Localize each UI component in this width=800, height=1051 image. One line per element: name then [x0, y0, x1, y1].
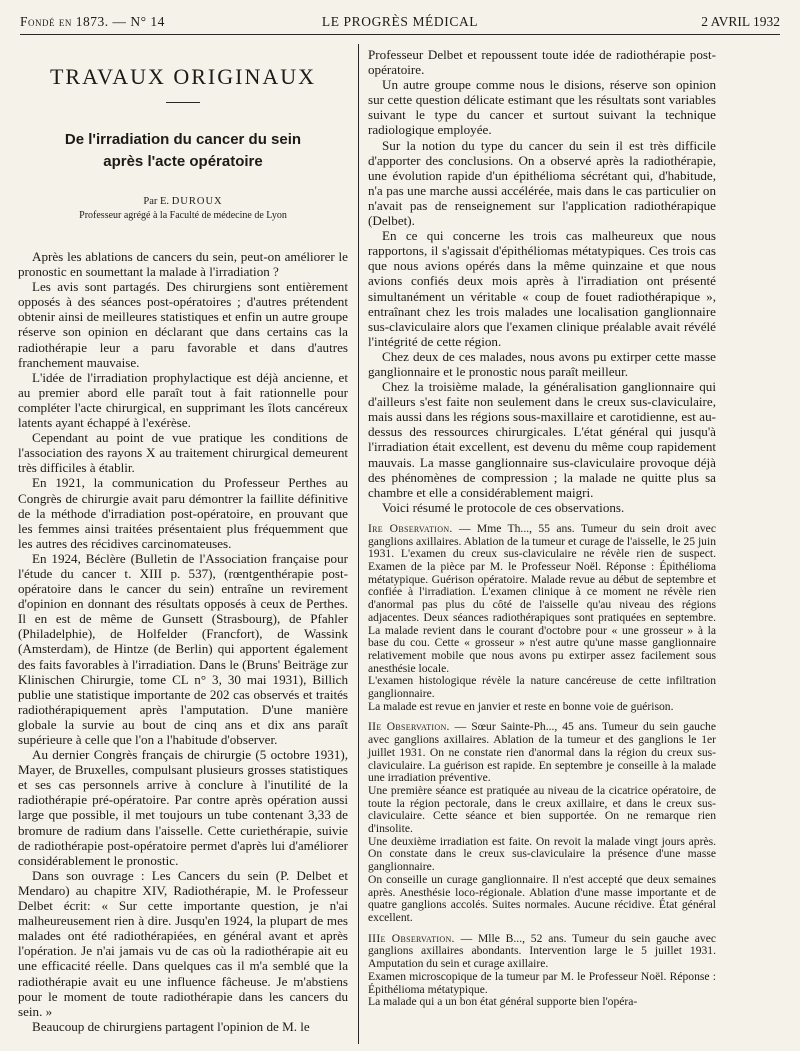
journal-name: LE PROGRÈS MÉDICAL — [321, 14, 479, 29]
paragraph: Dans son ouvrage : Les Cancers du sein (P. Delbet et Mendaro) au chapitre XIV, Radiothérapie, M. le Professeur Delbet écrit: « Sur cette importante question, je n'ai malheureusement rien à dire. Jusqu'en 1924, la plupart de mes malades ont été radiothérapiées, en général avant et après l'opération. Je n'ai jamais vu de cas où la radiothérapie ait eu une efficacité réelle. Dans quelques cas il m'a semblé que la radiothérapie avait eu une influence fâcheuse. Je m'abstiens pour le moment de toute radiothérapie dans les cancers du sein. » — [18, 867, 348, 1019]
observation-text: Une deuxième irradiation est faite. On revoit la malade vingt jours après. On constate dans le creux sus-claviculaire la présence d'une masse ganglionnaire. — [368, 834, 716, 874]
paragraph: Voici résumé le protocole de ces observations. — [382, 499, 625, 515]
byline — [18, 195, 348, 209]
running-header — [20, 12, 780, 35]
founding-issue-label: Fondé en 1873. — N° 14 — [20, 14, 165, 29]
article-title-line-1: De l'irradiation du cancer du sein — [64, 131, 302, 148]
observation-text: La malade est revue en janvier et reste en bonne voie de guérison. — [368, 699, 674, 713]
observation-text: La malade qui a un bon état général supporte bien l'opéra- — [368, 995, 638, 1009]
paragraph: En ce qui concerne les trois cas malheureux que nous rapportons, il s'agissait d'épithéliomas métatypiques. Ces trois cas que nous avions opérés dans la même quinzaine et que nous avions confiés deux mois après à l'irradiation ont présenté simultanément un véritable « coup de fouet radiothérapique », entraînant chez les trois malades une localisation ganglionnaire sus-claviculaire alors que l'examen clinique préalable avait révélé l'intégrité de cette région. — [368, 228, 716, 349]
paragraph: Chez la troisième malade, la généralisation ganglionnaire qui d'ailleurs s'est faite non seulement dans le creux sus-claviculaire, mais aussi dans les régions sous-maxillaire et carotidienne, est au-dessus des ressources chirurgicales. L'état général qui jusqu'à l'irradiation était excellent, est devenu du même coup rapidement mauvais. La masse ganglionnaire sus-claviculaire provoque déjà des phénomènes de compression ; la malade ne quitte plus sa chambre et elle a considérablement maigri. — [368, 379, 716, 500]
paragraph: En 1924, Béclère (Bulletin de l'Association française pour l'étude du cancer t. XIII p. 537), (rœntgenthérapie post-opératoire dans le cancer du sein) entraîne un revirement d'opinion en donnant des résultats opposés à ceux de Perthes. Il en est de même de Gunsett (Strasbourg), de Pfahler (Philadelphie), de Holfelder (Francfort), de Wassink (Amsterdam), de Hintze (de Berlin) qui apportent également des faits favorables à l'irradiation. Dans le (Bruns' Beiträge zur Klinischen Chirurgie, tome CL n° 3, 30 mai 1931), Billich publie une statistique importante de 202 cas observés et traités radiothérapiquement après l'amputation. D'une manière globale la survie au bout de cinq ans et dix ans paraît supérieure à celle que l'on a l'habitude d'observer. — [18, 550, 348, 747]
title-rule — [166, 102, 200, 103]
observation-text: — Sœur Sainte-Ph..., 45 ans. Tumeur du sein gauche avec ganglions axillaires. Ablation de la tumeur et des ganglions le 1er juillet 1931. On ne constate rien d'anormal dans la région du creux sus-claviculaire. La guérison est rapide. En septembre je conseille à la malade une irradiation préventive. — [368, 720, 716, 785]
issue-date: 2 AVRIL 1932 — [701, 14, 780, 29]
article-title — [18, 129, 348, 173]
paragraph: Professeur Delbet et repoussent toute idée de radiothérapie post-opératoire. — [368, 47, 716, 78]
paragraph: Beaucoup de chirurgiens partagent l'opinion de M. le — [32, 1018, 310, 1034]
paragraph: En 1921, la communication du Professeur Perthes au Congrès de chirurgie avait paru démontrer la faillite définitive de la méthode d'irradiation post-opératoire, en prouvant que les femmes ainsi traitées présentaient plus fréquemment que les autres des récidives carcinomateuses. — [18, 475, 348, 551]
observation-label: IIe Observation. — [368, 720, 450, 734]
observation-text: Examen microscopique de la tumeur par M. le Professeur Noël. Réponse : Épithélioma métatypique. — [368, 969, 716, 996]
paragraph: Cependant au point de vue pratique les conditions de l'association des rayons X au traitement chirurgical demeurent très difficiles à établir. — [18, 430, 348, 476]
paragraph: Sur la notion du type du cancer du sein il est très difficile d'apporter des conclusions. On a observé après la radiothérapie, une évolution rapide d'un épithélioma sécrétant qui, d'habitude, n'a pas une marche aussi accélérée, mais dans le cas particulier on n'avait pas de renseignement sur l'application radiothérapique (Delbet). — [368, 137, 716, 229]
paragraph: L'idée de l'irradiation prophylactique est déjà ancienne, et au premier abord elle paraît tout à fait rationnelle pour compléter l'acte chirurgical, en supprimant les îlots cancéreux latents ayant échappé à l'exérèse. — [18, 369, 348, 431]
right-column — [368, 47, 716, 1009]
paragraph: Au dernier Congrès français de chirurgie (5 octobre 1931), Mayer, de Bruxelles, compulsant plusieurs grosses statistiques et ses cas personnels arrive à conclure à l'inutilité de la radiothérapie pré-opératoire. Par contre après opération aussi large que possible, il met toujours un tube contenant 3,33 de bromure de radium dans l'aisselle. Cette curiethérapie, suivie de radiothérapie post-opératoire permet d'après lui d'améliorer considérablement le pronostic. — [18, 747, 348, 868]
observation-label: IIIe Observation. — [368, 931, 455, 945]
observation-text: — Mme Th..., 55 ans. Tumeur du sein droit avec ganglions axillaires. Ablation de la tumeur et curage de l'aisselle, le 25 juin 1931. L'examen du creux sus-claviculaire ne révèle rien de suspect. Examen de la pièce par M. le Professeur Noël. Réponse : Épithélioma métatypique. Guérison opératoire. Malade revue au début de septembre et confiée à l'irradiation. L'examen clinique à ce moment ne révèle rien d'anormal pas plus du côté de l'aisselle qu'au niveau des régions adjacentes. Deux séances radiothérapiques sont pratiquées en septembre. La malade revient dans le courant d'octobre pour « une grosseur » à la base du cou. Cette « grosseur » n'est autre qu'une masse ganglionnaire relativement mobile que nous avons pu extirper assez facilement sous anesthésie locale. — [368, 521, 716, 675]
observation-1 — [368, 523, 716, 714]
observation-text: L'examen histologique révèle la nature cancéreuse de cette infiltration ganglionnaire. — [368, 674, 716, 701]
observation-text: On conseille un curage ganglionnaire. Il n'est accepté que deux semaines après. Anesthésie loco-régionale. Ablation d'une masse importante et de quatre ganglions accolés. Suites normales. Aucune récidive. État général excellent. — [368, 872, 716, 924]
article-title-line-2: après l'acte opératoire — [103, 153, 263, 170]
author-affiliation: Professeur agrégé à la Faculté de médecine de Lyon — [79, 210, 287, 221]
byline-prefix: Par E. — [143, 196, 170, 207]
left-column — [18, 44, 348, 1034]
author-name: DUROUX — [171, 196, 223, 207]
column-divider — [358, 44, 359, 1044]
paragraph: Un autre groupe comme nous le disions, réserve son opinion sur cette question délicate estimant que les résultats sont variables suivant le type du cancer et surtout suivant la technique radiologique employée. — [368, 77, 716, 138]
paragraph: Les avis sont partagés. Des chirurgiens sont entièrement opposés à des séances post-opératoires ; d'autres prétendent obtenir ainsi de meilleures statistiques et enfin un autre groupe réserve son opinion en déclarant que dans certains cas la radiothérapie leur a paru favorable et dans d'autres franchement mauvaise. — [18, 279, 348, 370]
observation-label: Ire Observation. — [368, 521, 453, 535]
section-title: TRAVAUX ORIGINAUX — [49, 64, 317, 89]
observation-text: Une première séance est pratiquée au niveau de la cicatrice opératoire, de toute la région pectorale, dans le creux axillaire, et dans le creux sus-claviculaire. Cette séance et bien supportée. On ne remarque rien d'insolite. — [368, 783, 716, 836]
observation-2 — [368, 721, 716, 924]
observation-text: — Mlle B..., 52 ans. Tumeur du sein gauche avec ganglions axillaires abondants. Intervention large le 5 juillet 1931. Amputation du sein et curage axillaire. — [368, 931, 716, 971]
observation-3 — [368, 933, 716, 1009]
paragraph: Chez deux de ces malades, nous avons pu extirper cette masse ganglionnaire et le pronostic nous paraît meilleur. — [368, 348, 716, 379]
paragraph: Après les ablations de cancers du sein, peut-on améliorer le pronostic en soumettant la malade à l'irradiation ? — [18, 249, 348, 280]
